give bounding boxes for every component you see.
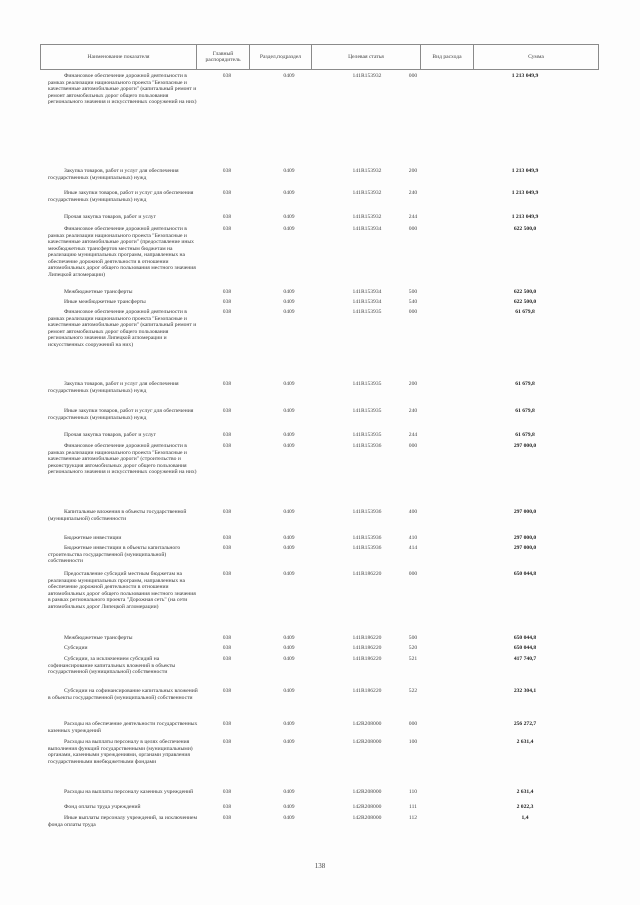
row-section: 0409 xyxy=(283,226,295,232)
row-expense: 522 xyxy=(408,688,418,694)
row-expense: 540 xyxy=(408,299,418,305)
row-admin: 038 xyxy=(222,789,232,795)
row-name: Межбюджетные трансферты xyxy=(64,289,133,295)
row-expense: 000 xyxy=(408,309,418,315)
row-admin: 038 xyxy=(222,214,232,220)
row-target: 141R153932 xyxy=(352,214,382,220)
row-sum: 622 500,0 xyxy=(513,289,537,295)
row-admin: 038 xyxy=(222,190,232,196)
row-target: 141R153935 xyxy=(352,432,382,438)
row-name: Финансовое обеспечение дорожной деятельности в рамках реализации национального проекта "Безопасные и качественные автомобильные дороги" (строительство и реконструкция автомобильных дорог общего пользования регионального значения и искусственных сооружений на них) xyxy=(48,443,197,475)
row-admin: 038 xyxy=(222,545,232,551)
row-name: Закупка товаров, работ и услуг для обеспечения государственных (муниципальных) нужд xyxy=(48,381,179,394)
row-expense: 000 xyxy=(408,721,418,727)
row-sum: 2 631,4 xyxy=(516,789,534,795)
row-target: 141R186220 xyxy=(352,571,382,577)
row-target: 141R153936 xyxy=(352,443,382,449)
row-expense: 244 xyxy=(408,432,418,438)
row-name: Финансовое обеспечение дорожной деятельности в рамках реализации национального проекта "Безопасные и качественные автомобильные дороги" (капитальный ремонт и ремонт автомобильных дорог общего пользования регионального значения Липецкой агломерации и искусственных сооружений на них) xyxy=(48,309,197,348)
row-section: 0409 xyxy=(283,645,295,651)
row-expense: 500 xyxy=(408,289,418,295)
row-section: 0409 xyxy=(283,73,295,79)
row-admin: 038 xyxy=(222,721,232,727)
page-number: 138 xyxy=(314,862,326,870)
row-name: Иные выплаты персоналу учреждений, за исключением фонда оплаты труда xyxy=(48,815,198,828)
row-sum: 61 679,8 xyxy=(515,408,535,414)
row-admin: 038 xyxy=(222,645,232,651)
row-sum: 1 213 049,9 xyxy=(511,73,539,79)
row-name: Фонд оплаты труда учреждений xyxy=(64,804,141,810)
row-target: 141R186220 xyxy=(352,635,382,641)
row-expense: 000 xyxy=(408,73,418,79)
row-target: 141R153934 xyxy=(352,299,382,305)
row-section: 0409 xyxy=(283,815,295,821)
row-admin: 038 xyxy=(222,289,232,295)
row-name: Субсидии, за исключением субсидий на софинансирование капитальных вложений в объекты государственной (муниципальной) собственности xyxy=(48,656,176,675)
row-expense: 100 xyxy=(408,739,418,745)
row-admin: 038 xyxy=(222,408,232,414)
row-target: 142R208000 xyxy=(352,739,382,745)
row-name: Бюджетные инвестиции xyxy=(64,535,122,541)
row-expense: 200 xyxy=(408,168,418,174)
row-expense: 000 xyxy=(408,443,418,449)
header-target: Целевая статья xyxy=(312,45,421,69)
row-expense: 110 xyxy=(408,789,418,795)
header-admin: Главный распорядитель xyxy=(197,45,250,69)
row-sum: 622 500,0 xyxy=(513,299,537,305)
header-expense: Вид расхода xyxy=(421,45,474,69)
row-section: 0409 xyxy=(283,214,295,220)
row-sum: 1 213 049,9 xyxy=(511,190,539,196)
row-target: 141R186220 xyxy=(352,645,382,651)
row-sum: 2 631,4 xyxy=(516,739,534,745)
row-name: Расходы на выплаты персоналу казенных учреждений xyxy=(64,789,194,795)
row-section: 0409 xyxy=(283,688,295,694)
row-target: 142R208000 xyxy=(352,804,382,810)
row-target: 141R153932 xyxy=(352,168,382,174)
row-sum: 1,4 xyxy=(521,815,529,821)
row-target: 141R153934 xyxy=(352,289,382,295)
row-sum: 650 044,8 xyxy=(513,571,537,577)
row-name: Прочая закупка товаров, работ и услуг xyxy=(64,432,156,438)
row-section: 0409 xyxy=(283,309,295,315)
row-name: Капитальные вложения в объекты государственной (муниципальной) собственности xyxy=(48,509,187,522)
row-expense: 240 xyxy=(408,190,418,196)
row-admin: 038 xyxy=(222,815,232,821)
row-admin: 038 xyxy=(222,571,232,577)
row-name: Иные межбюджетные трансферты xyxy=(64,299,146,305)
row-sum: 297 000,0 xyxy=(513,545,537,551)
row-admin: 038 xyxy=(222,168,232,174)
row-section: 0409 xyxy=(283,509,295,515)
row-admin: 038 xyxy=(222,739,232,745)
row-expense: 410 xyxy=(408,535,418,541)
row-expense: 244 xyxy=(408,214,418,220)
row-admin: 038 xyxy=(222,73,232,79)
row-sum: 61 679,8 xyxy=(515,381,535,387)
row-sum: 650 044,8 xyxy=(513,645,537,651)
row-sum: 61 679,8 xyxy=(515,309,535,315)
row-name: Бюджетные инвестиции в объекты капитального строительства государственной (муниципальной) собственности xyxy=(48,545,181,564)
row-sum: 61 679,8 xyxy=(515,432,535,438)
row-section: 0409 xyxy=(283,168,295,174)
row-sum: 232 304,1 xyxy=(513,688,537,694)
row-sum: 1 213 049,9 xyxy=(511,214,539,220)
row-admin: 038 xyxy=(222,535,232,541)
row-admin: 038 xyxy=(222,635,232,641)
row-name: Иные закупки товаров, работ и услуг для обеспечения государственных (муниципальных) нужд xyxy=(48,190,194,203)
row-expense: 500 xyxy=(408,635,418,641)
row-section: 0409 xyxy=(283,432,295,438)
header-name: Наименование показателя xyxy=(41,45,197,69)
row-name: Расходы на выплаты персоналу в целях обеспечения выполнения функций государственными (муниципальными) органами, казенными учреждениями, органами управления государственными внебюджетными фондами xyxy=(48,739,193,765)
row-sum: 256 272,7 xyxy=(513,721,537,727)
row-target: 141R153936 xyxy=(352,535,382,541)
row-section: 0409 xyxy=(283,545,295,551)
row-target: 141R153936 xyxy=(352,509,382,515)
row-expense: 400 xyxy=(408,509,418,515)
row-section: 0409 xyxy=(283,635,295,641)
row-admin: 038 xyxy=(222,432,232,438)
row-section: 0409 xyxy=(283,289,295,295)
row-name: Финансовое обеспечение дорожной деятельности в рамках реализации национального проекта "Безопасные и качественные автомобильные дороги" (предоставление иных межбюджетных трансфертов местным бюджетам на реализацию муниципальных программ, направленных на обеспечение дорожной деятельности в отношении автомобильных дорог общего пользования местного значения Липецкой агломерации) xyxy=(48,226,196,278)
row-sum: 297 000,0 xyxy=(513,509,537,515)
row-admin: 038 xyxy=(222,443,232,449)
row-target: 141R153936 xyxy=(352,545,382,551)
row-target: 142R208000 xyxy=(352,789,382,795)
row-name: Расходы на обеспечение деятельности государственных казенных учреждений xyxy=(48,721,198,734)
row-expense: 200 xyxy=(408,381,418,387)
row-target: 141R153932 xyxy=(352,73,382,79)
row-sum: 1 213 049,9 xyxy=(511,168,539,174)
row-section: 0409 xyxy=(283,190,295,196)
row-section: 0409 xyxy=(283,408,295,414)
row-admin: 038 xyxy=(222,688,232,694)
row-section: 0409 xyxy=(283,721,295,727)
row-admin: 038 xyxy=(222,309,232,315)
row-target: 142R208000 xyxy=(352,815,382,821)
row-section: 0409 xyxy=(283,381,295,387)
row-admin: 038 xyxy=(222,656,232,662)
row-name: Закупка товаров, работ и услуг для обеспечения государственных (муниципальных) нужд xyxy=(48,168,179,181)
row-expense: 000 xyxy=(408,226,418,232)
header-sum: Сумма xyxy=(528,53,544,60)
row-section: 0409 xyxy=(283,299,295,305)
row-name: Субсидии на софинансирование капитальных вложений в объекты государственной (муниципальной) собственности xyxy=(48,688,198,701)
row-target: 141R153934 xyxy=(352,226,382,232)
row-target: 141R186220 xyxy=(352,656,382,662)
row-admin: 038 xyxy=(222,381,232,387)
row-expense: 000 xyxy=(408,571,418,577)
row-name: Финансовое обеспечение дорожной деятельности в рамках реализации национального проекта "Безопасные и качественные автомобильные дороги" (капитальный ремонт и ремонт автомобильных дорог общего пользования регионального значения и искусственных сооружений на них) xyxy=(48,73,197,105)
row-target: 142R208000 xyxy=(352,721,382,727)
row-expense: 520 xyxy=(408,645,418,651)
row-sum: 297 000,0 xyxy=(513,443,537,449)
row-target: 141R153935 xyxy=(352,309,382,315)
row-section: 0409 xyxy=(283,739,295,745)
row-sum: 297 000,0 xyxy=(513,535,537,541)
row-name: Предоставление субсидий местным бюджетам на реализацию муниципальных программ, направленных на обеспечение дорожной деятельности в отношении автомобильных дорог общего пользования местного значения в рамках регионального проекта "Дорожная сеть" (на сети автомобильных дорог Липецкой агломерации) xyxy=(48,571,196,610)
row-sum: 650 044,8 xyxy=(513,635,537,641)
row-section: 0409 xyxy=(283,656,295,662)
row-section: 0409 xyxy=(283,571,295,577)
row-name: Межбюджетные трансферты xyxy=(64,635,133,641)
row-admin: 038 xyxy=(222,299,232,305)
row-target: 141R186220 xyxy=(352,688,382,694)
row-section: 0409 xyxy=(283,804,295,810)
row-name: Прочая закупка товаров, работ и услуг xyxy=(64,214,156,220)
row-admin: 038 xyxy=(222,509,232,515)
row-expense: 240 xyxy=(408,408,418,414)
row-expense: 112 xyxy=(408,815,418,821)
row-expense: 521 xyxy=(408,656,418,662)
row-target: 141R153932 xyxy=(352,190,382,196)
row-target: 141R153935 xyxy=(352,381,382,387)
row-admin: 038 xyxy=(222,804,232,810)
row-admin: 038 xyxy=(222,226,232,232)
row-expense: 111 xyxy=(409,804,417,810)
row-sum: 417 740,7 xyxy=(513,656,537,662)
row-section: 0409 xyxy=(283,789,295,795)
row-sum: 622 500,0 xyxy=(513,226,537,232)
row-name: Иные закупки товаров, работ и услуг для обеспечения государственных (муниципальных) нужд xyxy=(48,408,194,421)
row-section: 0409 xyxy=(283,443,295,449)
row-name: Субсидии xyxy=(64,645,88,651)
row-sum: 2 022,3 xyxy=(516,804,534,810)
row-expense: 414 xyxy=(408,545,418,551)
row-target: 141R153935 xyxy=(352,408,382,414)
row-section: 0409 xyxy=(283,535,295,541)
header-section: Раздел,подраздел xyxy=(250,45,312,69)
